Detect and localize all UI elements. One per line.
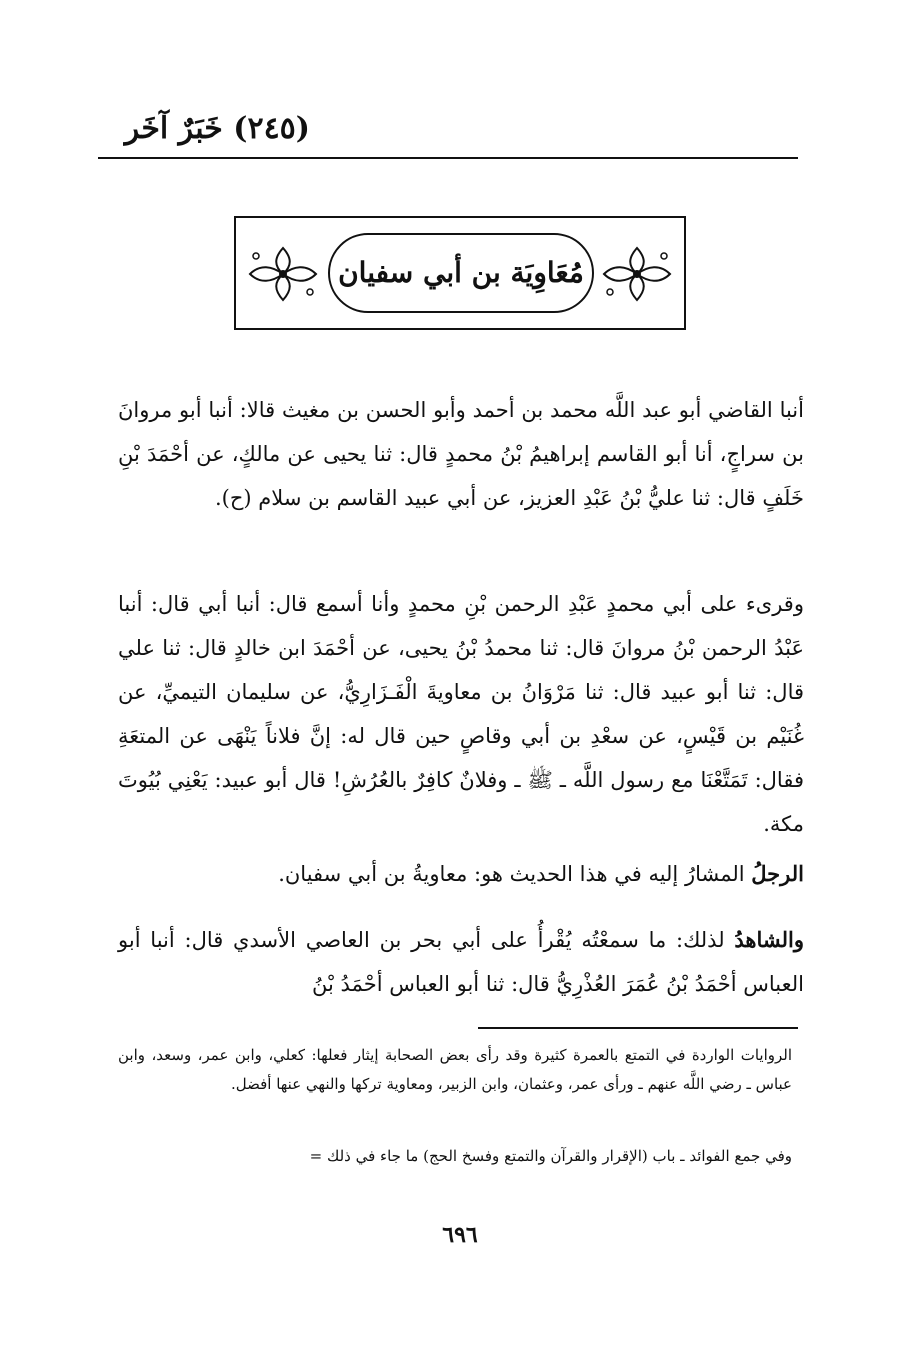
paragraph-lead-word: الرجلُ (751, 861, 804, 886)
paragraph-text: لذلك: ما سمعْتُه يُقْرأُ على أبي بحر بن العاصي الأسدي قال: أنبا أبو العباس أحْمَدُ بْنُ عُمَرَ العُذْرِيُّ قال: ثنا أبو العباس أحْمَدُ بْنُ (118, 928, 804, 996)
paragraph-lead-word: والشاهدُ (734, 927, 804, 952)
footnote-divider (478, 1027, 798, 1029)
banner-title: مُعَاوِيَة بن أبي سفيان (328, 233, 594, 313)
paragraph-identification (118, 852, 804, 896)
floral-ornament-icon (244, 244, 322, 304)
chapter-title: (٢٤٥) خَبَرٌ آخَر (124, 111, 310, 146)
paragraph-isnad-2: وقرىء على أبي محمدٍ عَبْدِ الرحمن بْنِ محمدٍ وأنا أسمع قال: أنبا أبي قال: أنبا عَبْدُ الرحمن بْنُ مروانَ قال: ثنا محمدُ بْنُ يحيى، عن أحْمَدَ ابن خالدٍ قال: ثنا علي قال: ثنا أبو عبيد قال: ثنا مَرْوَانُ بن معاويةَ الْفَـزَارِيُّ، عن سليمان التيميِّ، عن غُنَيْم بن قَيْسٍ، عن سعْدِ بن أبي وقاصٍ حين قال له: إنَّ فلاناً يَنْهَى عن المتعَةِ فقال: تَمَتَّعْنَا مع رسول اللَّه ـ ﷺ ـ وفلانٌ كافِرٌ بالعُرُشِ! قال أبو عبيد: يَعْنِي بُيُوتَ مكة. (118, 592, 804, 836)
footnote-2: وفي جمع الفوائد ـ باب (الإقرار والقرآن والتمتع وفسخ الحج) ما جاء في ذلك = (309, 1147, 792, 1165)
floral-ornament-icon (598, 244, 676, 304)
footnote-1: الروايات الواردة في التمتع بالعمرة كثيرة وقد رأى بعض الصحابة إيثار فعلها: كعلي، وابن عمر، وسعد، وابن عباس ـ رضي اللَّه عنهم ـ ورأى عمر، وعثمان، وابن الزبير، ومعاوية تركها والنهي عنها أفضل. (118, 1046, 792, 1093)
paragraph-isnad-1: أنبا القاضي أبو عبد اللَّه محمد بن أحمد وأبو الحسن بن مغيث قالا: أنبا أبو مروانَ بن سراجٍ، أنا أبو القاسم إبراهيمُ بْنُ محمدٍ قال: ثنا يحيى عن مالكٍ، عن أحْمَدَ بْنِ خَلَفٍ قال: ثنا عليُّ بْنُ عَبْدِ العزيز، عن أبي عبيد القاسم بن سلام (ح). (118, 398, 804, 510)
title-banner (234, 216, 686, 330)
paragraph-witness (118, 918, 804, 1006)
header-divider (98, 157, 798, 159)
paragraph-text: المشارُ إليه في هذا الحديث هو: معاويةُ بن أبي سفيان. (278, 862, 745, 886)
page-number: ٦٩٦ (442, 1222, 478, 1248)
